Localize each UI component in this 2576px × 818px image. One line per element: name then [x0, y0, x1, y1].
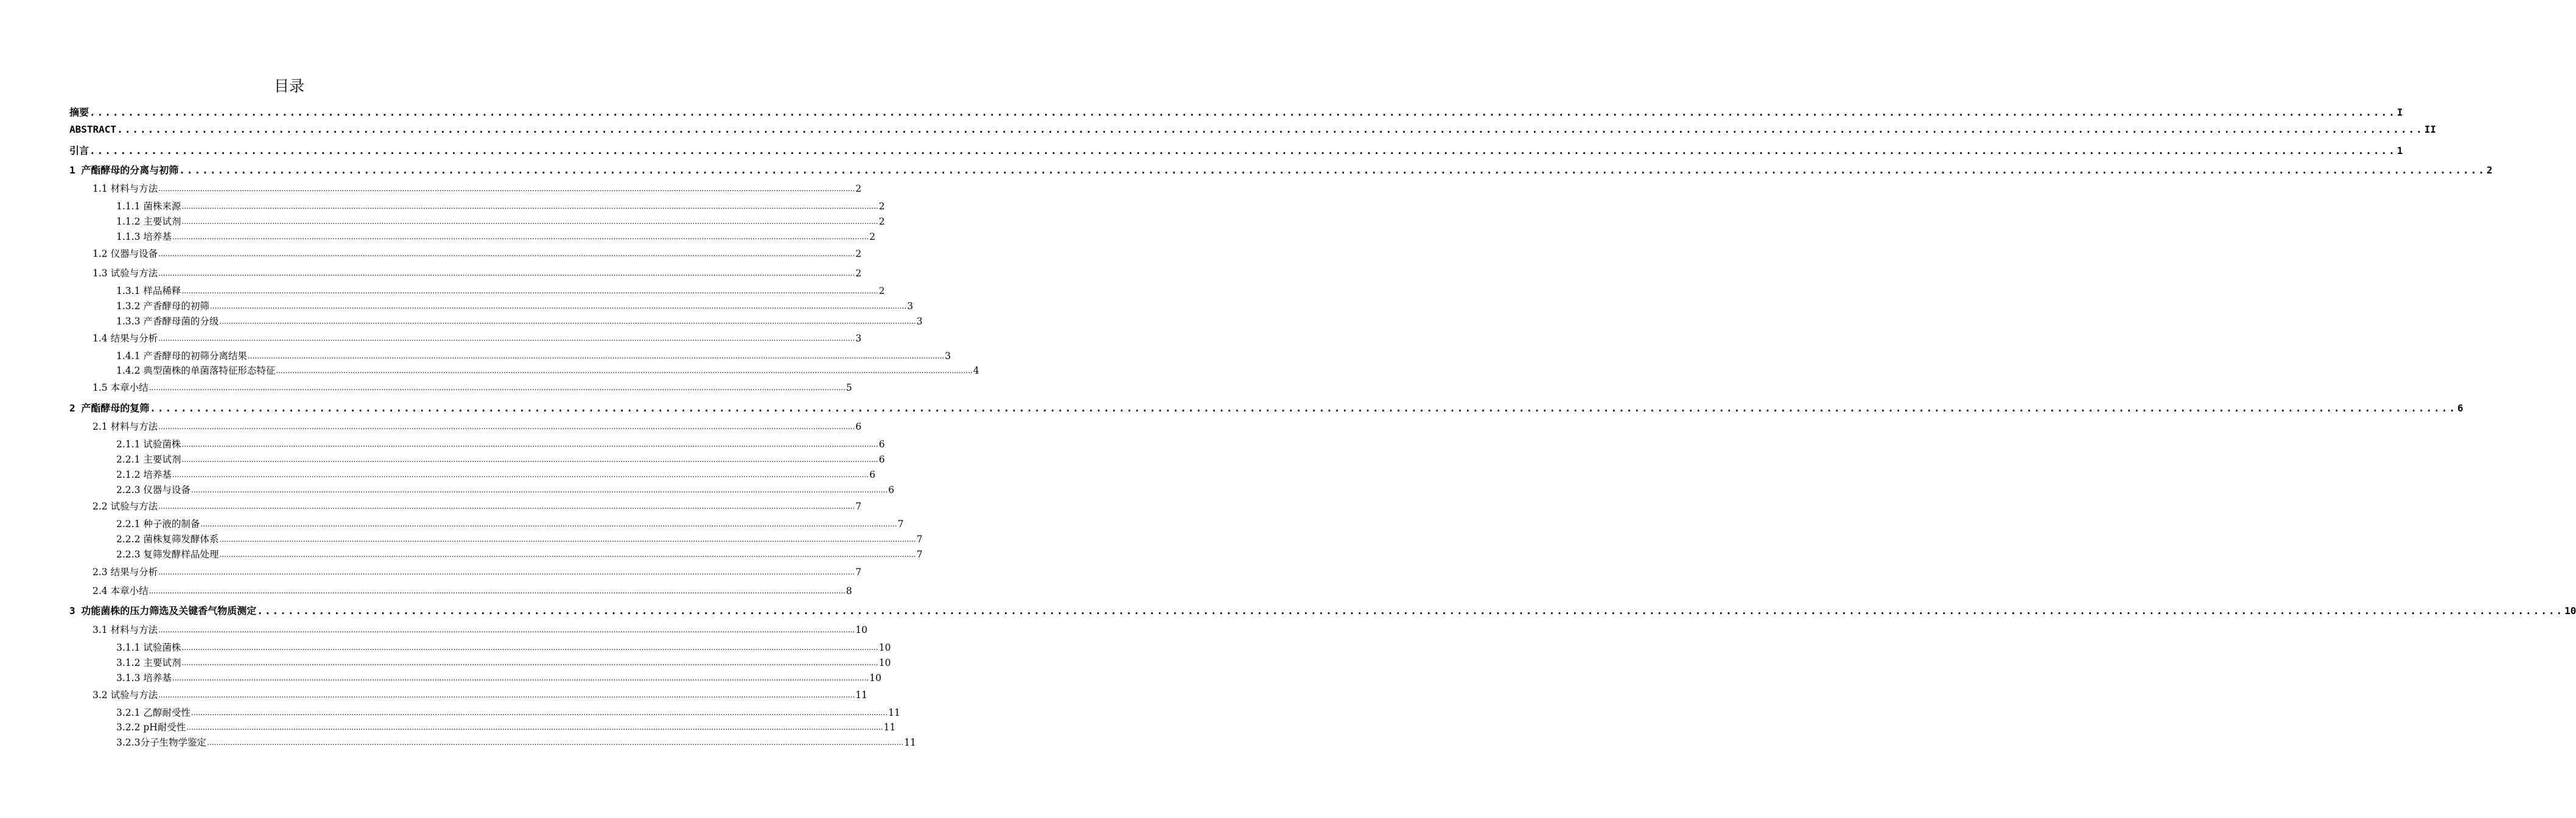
- dot-leader: ............................................................................................................................................................................................................................................................................................................: [158, 626, 855, 634]
- toc-entry-label: 2 产酯酵母的复筛: [69, 402, 150, 414]
- toc-entry-label: 2.2 试验与方法: [93, 501, 158, 512]
- toc-entry-page-number: 7: [897, 519, 904, 530]
- toc-entry-level-2[interactable]: [93, 266, 862, 279]
- toc-entry-level-2[interactable]: [93, 688, 868, 701]
- toc-entry-level-3[interactable]: [116, 199, 885, 212]
- toc-entry-page-number: 2: [855, 268, 862, 279]
- toc-entry-label: 2.1.2 培养基: [116, 469, 172, 480]
- toc-entry-label: 2.2.3 仪器与设备: [116, 484, 191, 495]
- toc-entry-label: 1.1 材料与方法: [93, 183, 158, 194]
- dot-leader: ............................................................................................................................................................................................................................................................................................................: [117, 124, 2424, 135]
- toc-entry-level-3[interactable]: [116, 452, 885, 466]
- toc-entry-page-number: 3: [916, 316, 923, 327]
- toc-entry-level-3[interactable]: [116, 640, 891, 654]
- toc-entry-page-number: 6: [878, 439, 885, 450]
- toc-entry-page-number: 11: [883, 722, 896, 733]
- toc-entry-page-number: 10: [869, 673, 881, 683]
- toc-entry-page-number: 7: [916, 549, 923, 560]
- toc-entry-label: 1.4.2 典型菌株的单菌落特征形态特征: [116, 365, 276, 376]
- toc-entry-label: 1.4 结果与分析: [93, 333, 158, 344]
- toc-entry-page-number: 2: [878, 216, 885, 227]
- toc-entry-label: 3 功能菌株的压力筛选及关键香气物质测定: [69, 605, 257, 617]
- toc-entry-label: ABSTRACT: [69, 124, 117, 135]
- toc-entry-level-3[interactable]: [116, 314, 923, 327]
- dot-leader: ............................................................................................................................................................................................................................................................................................................: [158, 250, 855, 258]
- toc-entry-level-3[interactable]: [116, 437, 885, 450]
- dot-leader: ............................................................................................................................................................................................................................................................................................................: [219, 535, 916, 544]
- toc-entry-level-3[interactable]: [116, 735, 917, 749]
- toc-entry-page-number: 11: [855, 690, 868, 701]
- toc-entry-page-number: 6: [888, 484, 895, 495]
- dot-leader: ............................................................................................................................................................................................................................................................................................................: [158, 691, 855, 699]
- dot-leader: ............................................................................................................................................................................................................................................................................................................: [181, 202, 878, 211]
- toc-entry-level-2[interactable]: [93, 499, 862, 512]
- toc-entry-level-1[interactable]: [69, 124, 2437, 135]
- toc-entry-page-number: 2: [855, 183, 862, 194]
- dot-leader: ............................................................................................................................................................................................................................................................................................................: [219, 550, 916, 559]
- toc-entry-level-2[interactable]: [93, 419, 862, 433]
- dot-leader: ............................................................................................................................................................................................................................................................................................................: [247, 352, 945, 360]
- dot-leader: ............................................................................................................................................................................................................................................................................................................: [89, 107, 2396, 118]
- toc-entry-level-3[interactable]: [116, 483, 895, 496]
- toc-entry-page-number: 6: [869, 469, 876, 480]
- dot-leader: ............................................................................................................................................................................................................................................................................................................: [191, 486, 888, 494]
- toc-entry-label: 3.2.3分子生物学鉴定: [116, 737, 206, 748]
- dot-leader: ............................................................................................................................................................................................................................................................................................................: [200, 520, 897, 528]
- dot-leader: ............................................................................................................................................................................................................................................................................................................: [181, 217, 878, 226]
- toc-entry-level-3[interactable]: [116, 532, 923, 545]
- toc-entry-level-3[interactable]: [116, 671, 881, 684]
- dot-leader: ............................................................................................................................................................................................................................................................................................................: [158, 334, 855, 343]
- toc-entry-level-3[interactable]: [116, 655, 891, 669]
- toc-entry-level-2[interactable]: [93, 331, 862, 344]
- toc-entry-label: 2.1.1 试验菌株: [116, 439, 181, 450]
- toc-entry-level-3[interactable]: [116, 705, 900, 719]
- toc-entry-level-1[interactable]: [69, 603, 2576, 617]
- toc-entry-label: 1.5 本章小结: [93, 382, 149, 393]
- dot-leader: ............................................................................................................................................................................................................................................................................................................: [158, 502, 855, 511]
- toc-entry-label: 2.3 结果与分析: [93, 567, 158, 578]
- toc-entry-level-1[interactable]: [69, 163, 2493, 177]
- toc-entry-page-number: 10: [2564, 605, 2576, 617]
- toc-entry-label: 2.2.1 种子液的制备: [116, 519, 200, 530]
- toc-entry-page-number: 10: [878, 642, 891, 653]
- toc-entry-label: 1.3.1 样品稀释: [116, 285, 181, 296]
- toc-entry-level-1[interactable]: [69, 400, 2463, 414]
- dot-leader: ............................................................................................................................................................................................................................................................................................................: [206, 738, 904, 747]
- dot-leader: ............................................................................................................................................................................................................................................................................................................: [181, 455, 878, 464]
- dot-leader: ............................................................................................................................................................................................................................................................................................................: [191, 708, 888, 717]
- toc-entry-page-number: 2: [2487, 164, 2493, 176]
- toc-entry-level-2[interactable]: [93, 565, 862, 578]
- toc-entry-page-number: 2: [878, 201, 885, 212]
- dot-leader: ............................................................................................................................................................................................................................................................................................................: [149, 383, 845, 392]
- toc-entry-page-number: 10: [878, 657, 891, 668]
- toc-entry-label: 1.2 仪器与设备: [93, 248, 158, 259]
- toc-entry-level-3[interactable]: [116, 363, 979, 377]
- toc-entry-page-number: 3: [907, 301, 914, 312]
- toc-entry-level-3[interactable]: [116, 547, 923, 561]
- toc-entry-label: 2.4 本章小结: [93, 586, 149, 596]
- toc-entry-level-2[interactable]: [93, 584, 852, 597]
- dot-leader: ............................................................................................................................................................................................................................................................................................................: [172, 470, 869, 479]
- toc-entry-label: 1 产酯酵母的分离与初筛: [69, 164, 179, 176]
- toc-entry-level-2[interactable]: [93, 380, 852, 394]
- toc-entry-label: 1.4.1 产香酵母的初筛分离结果: [116, 351, 247, 362]
- dot-leader: ............................................................................................................................................................................................................................................................................................................: [181, 643, 878, 652]
- dot-leader: ............................................................................................................................................................................................................................................................................................................: [149, 587, 845, 595]
- toc-entry-page-number: 6: [2457, 402, 2463, 414]
- toc-entry-label: 2.2.1 主要试剂: [116, 454, 181, 465]
- dot-leader: ............................................................................................................................................................................................................................................................................................................: [181, 440, 878, 449]
- toc-entry-label: 1.3 试验与方法: [93, 268, 158, 279]
- toc-entry-label: 3.1.1 试验菌株: [116, 642, 181, 653]
- toc-entry-level-2[interactable]: [93, 623, 868, 636]
- toc-entry-label: 1.1.1 菌株来源: [116, 201, 181, 212]
- dot-leader: ............................................................................................................................................................................................................................................................................................................: [219, 317, 916, 326]
- toc-entry-page-number: 1: [2396, 145, 2403, 156]
- toc-entry-page-number: 7: [855, 567, 862, 578]
- dot-leader: ............................................................................................................................................................................................................................................................................................................: [158, 568, 855, 576]
- page-title: 目录: [273, 77, 304, 95]
- dot-leader: ............................................................................................................................................................................................................................................................................................................: [158, 422, 855, 431]
- dot-leader: ............................................................................................................................................................................................................................................................................................................: [158, 184, 855, 193]
- toc-entry-page-number: 8: [845, 586, 852, 596]
- toc-entry-page-number: 11: [888, 707, 900, 718]
- toc-entry-page-number: 2: [855, 248, 862, 259]
- toc-entry-level-3[interactable]: [116, 349, 951, 362]
- dot-leader: ............................................................................................................................................................................................................................................................................................................: [209, 302, 907, 310]
- dot-leader: ............................................................................................................................................................................................................................................................................................................: [179, 164, 2487, 176]
- dot-leader: ............................................................................................................................................................................................................................................................................................................: [158, 269, 855, 278]
- toc-entry-page-number: I: [2396, 107, 2403, 118]
- toc-entry-label: 3.1.3 培养基: [116, 673, 172, 683]
- toc-entry-label: 3.1.2 主要试剂: [116, 657, 181, 668]
- toc-entry-label: 1.3.3 产香酵母菌的分级: [116, 316, 219, 327]
- dot-leader: ............................................................................................................................................................................................................................................................................................................: [181, 659, 878, 667]
- toc-entry-label: 1.1.3 培养基: [116, 231, 172, 242]
- toc-entry-label: 引言: [69, 145, 89, 156]
- toc-entry-label: 3.2.2 pH耐受性: [116, 722, 186, 733]
- dot-leader: ............................................................................................................................................................................................................................................................................................................: [181, 287, 878, 295]
- toc-entry-level-3[interactable]: [116, 517, 904, 530]
- toc-entry-page-number: 7: [916, 534, 923, 545]
- toc-entry-page-number: 5: [845, 382, 852, 393]
- toc-entry-page-number: 2: [878, 285, 885, 296]
- toc-entry-label: 2.2.3 复筛发酵样品处理: [116, 549, 219, 560]
- toc-entry-page-number: 6: [878, 454, 885, 465]
- toc-entry-level-3[interactable]: [116, 284, 885, 297]
- toc-entry-level-3[interactable]: [116, 214, 885, 228]
- toc-entry-page-number: 2: [869, 231, 876, 242]
- toc-entry-level-2[interactable]: [93, 181, 862, 195]
- toc-entry-label: 2.2.2 菌株复筛发酵体系: [116, 534, 219, 545]
- toc-entry-page-number: 7: [855, 501, 862, 512]
- toc-entry-level-3[interactable]: [116, 229, 876, 243]
- toc-entry-page-number: 3: [945, 351, 951, 362]
- toc-entry-label: 摘要: [69, 107, 89, 118]
- dot-leader: ............................................................................................................................................................................................................................................................................................................: [172, 232, 869, 241]
- toc-entry-level-3[interactable]: [116, 467, 876, 481]
- toc-entry-label: 3.2.1 乙醇耐受性: [116, 707, 191, 718]
- dot-leader: ............................................................................................................................................................................................................................................................................................................: [276, 366, 973, 375]
- dot-leader: ............................................................................................................................................................................................................................................................................................................: [186, 723, 883, 732]
- toc-entry-page-number: 11: [904, 737, 917, 748]
- dot-leader: ............................................................................................................................................................................................................................................................................................................: [257, 605, 2564, 617]
- toc-entry-label: 1.1.2 主要试剂: [116, 216, 181, 227]
- dot-leader: ............................................................................................................................................................................................................................................................................................................: [150, 402, 2457, 414]
- toc-entry-level-3[interactable]: [116, 720, 896, 733]
- toc-entry-page-number: 3: [855, 333, 862, 344]
- dot-leader: ............................................................................................................................................................................................................................................................................................................: [89, 145, 2396, 156]
- toc-entry-level-1[interactable]: [69, 105, 2403, 119]
- dot-leader: ............................................................................................................................................................................................................................................................................................................: [172, 674, 869, 682]
- toc-entry-label: 3.1 材料与方法: [93, 624, 158, 635]
- toc-entry-label: 1.3.2 产香酵母的初筛: [116, 301, 209, 312]
- toc-entry-label: 2.1 材料与方法: [93, 421, 158, 432]
- toc-entry-level-2[interactable]: [93, 246, 862, 260]
- toc-entry-label: 3.2 试验与方法: [93, 690, 158, 701]
- toc-entry-page-number: 10: [855, 624, 868, 635]
- toc-entry-page-number: 6: [855, 421, 862, 432]
- toc-entry-level-1[interactable]: [69, 143, 2403, 157]
- toc-entry-page-number: II: [2424, 124, 2437, 135]
- toc-entry-page-number: 4: [973, 365, 979, 376]
- toc-entry-level-3[interactable]: [116, 299, 914, 312]
